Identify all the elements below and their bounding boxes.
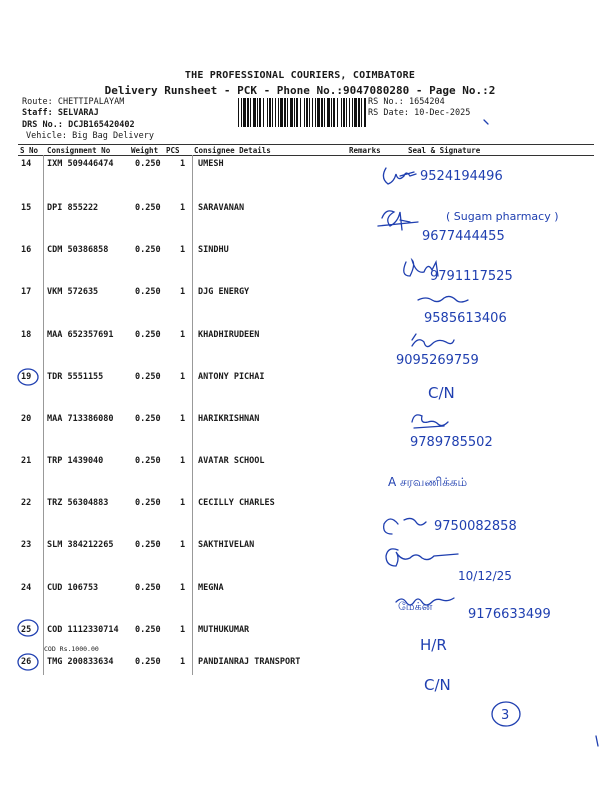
row-weight: 0.250 xyxy=(135,657,161,667)
barcode-bar xyxy=(238,98,239,127)
rs-date-label: RS Date: xyxy=(368,108,409,118)
row-consignee: CECILLY CHARLES xyxy=(198,498,275,508)
row-sno: 20 xyxy=(21,414,32,424)
staff-line xyxy=(22,108,99,119)
row-consignee: SAKTHIVELAN xyxy=(198,540,255,550)
row-weight: 0.250 xyxy=(135,159,161,169)
row-consignee: SARAVANAN xyxy=(198,203,245,213)
barcode-bar xyxy=(253,98,256,127)
row-consignee: PANDIANRAJ TRANSPORT xyxy=(198,657,301,667)
table-row xyxy=(0,203,600,217)
handwritten-phone: 9677444455 xyxy=(422,229,505,244)
row-sno: 18 xyxy=(21,330,32,340)
barcode-bar xyxy=(361,98,362,127)
row-consignment: IXM 509446474 xyxy=(47,159,114,169)
row-consignment: CDM 50386858 xyxy=(47,245,109,255)
handwritten-mark: H/R xyxy=(420,636,447,654)
row-pcs: 1 xyxy=(180,540,186,550)
handwritten-signature: மேக்ன xyxy=(398,600,433,613)
row-pcs: 1 xyxy=(180,625,186,635)
row-sno: 17 xyxy=(21,287,32,297)
barcode-bar xyxy=(284,98,286,127)
cod-amount-note: COD Rs.1000.00 xyxy=(44,645,99,653)
staff-value: SELVARAJ xyxy=(57,108,99,118)
barcode-bar xyxy=(337,98,338,127)
barcode-bar xyxy=(346,98,347,127)
barcode-bar xyxy=(287,98,288,127)
row-consignee: MEGNA xyxy=(198,583,224,593)
vehicle-label: Vehicle: xyxy=(26,131,67,141)
table-row xyxy=(0,330,600,344)
barcode-bar xyxy=(327,98,330,127)
row-sno: 19 xyxy=(21,372,32,382)
row-consignment: TMG 200833634 xyxy=(47,657,114,667)
barcode-bar xyxy=(321,98,323,127)
row-consignee: KHADHIRUDEEN xyxy=(198,330,260,340)
barcode xyxy=(238,98,366,127)
row-consignment: MAA 652357691 xyxy=(47,330,114,340)
row-consignment: TRP 1439040 xyxy=(47,456,104,466)
row-sno: 23 xyxy=(21,540,32,550)
barcode-bar xyxy=(343,98,345,127)
row-weight: 0.250 xyxy=(135,203,161,213)
handwritten-phone: 9750082858 xyxy=(434,519,517,534)
barcode-bar xyxy=(300,98,301,127)
barcode-bar xyxy=(294,98,295,127)
row-pcs: 1 xyxy=(180,203,186,213)
table-row xyxy=(0,287,600,301)
row-pcs: 1 xyxy=(180,372,186,382)
staff-label: Staff: xyxy=(22,108,53,118)
runsheet-subtitle: Delivery Runsheet - PCK - Phone No.:9047080280 - Page No.:2 xyxy=(104,84,496,97)
row-weight: 0.250 xyxy=(135,456,161,466)
barcode-bar xyxy=(278,98,279,127)
table-row xyxy=(0,414,600,428)
handwritten-phone: 9585613406 xyxy=(424,311,507,326)
table-top-rule xyxy=(18,144,594,145)
barcode-bar xyxy=(331,98,332,127)
row-sno: 25 xyxy=(21,625,32,635)
row-consignee: SINDHU xyxy=(198,245,229,255)
row-consignee: ANTONY PICHAI xyxy=(198,372,265,382)
row-pcs: 1 xyxy=(180,583,186,593)
row-weight: 0.250 xyxy=(135,540,161,550)
barcode-bar xyxy=(352,98,353,127)
barcode-bar xyxy=(349,98,350,127)
row-sno: 15 xyxy=(21,203,32,213)
row-consignment: SLM 384212265 xyxy=(47,540,114,550)
row-weight: 0.250 xyxy=(135,245,161,255)
table-row xyxy=(0,159,600,173)
barcode-bar xyxy=(267,98,268,127)
route-line xyxy=(22,97,124,108)
row-weight: 0.250 xyxy=(135,583,161,593)
barcode-bar xyxy=(341,98,342,127)
drs-line xyxy=(22,120,135,131)
col-sno: S No xyxy=(20,146,39,155)
row-pcs: 1 xyxy=(180,245,186,255)
row-pcs: 1 xyxy=(180,657,186,667)
barcode-bar xyxy=(306,98,308,127)
row-consignment: COD 1112330714 xyxy=(47,625,119,635)
table-row xyxy=(0,583,600,597)
barcode-bar xyxy=(257,98,258,127)
page-number-circle xyxy=(492,702,520,726)
table-row xyxy=(0,372,600,386)
barcode-bar xyxy=(241,98,242,127)
stray-mark xyxy=(596,736,598,746)
table-row xyxy=(0,245,600,259)
barcode-bar xyxy=(296,98,298,127)
row-weight: 0.250 xyxy=(135,498,161,508)
row-sno: 16 xyxy=(21,245,32,255)
handwritten-phone: 9176633499 xyxy=(468,607,551,622)
row-weight: 0.250 xyxy=(135,287,161,297)
barcode-bar xyxy=(250,98,251,127)
rs-no-value: 1654204 xyxy=(408,97,445,107)
row-consignee: HARIKRISHNAN xyxy=(198,414,260,424)
barcode-bar xyxy=(358,98,360,127)
table-row xyxy=(0,625,600,639)
col-consignee: Consignee Details xyxy=(194,146,271,155)
barcode-bar xyxy=(315,98,316,127)
row-consignee: DJG ENERGY xyxy=(198,287,250,297)
drs-label: DRS No.: xyxy=(22,120,63,130)
row-consignment: DPI 855222 xyxy=(47,203,99,213)
signature-scribble xyxy=(404,260,438,276)
signature-scribble xyxy=(384,518,426,534)
barcode-bar xyxy=(243,98,246,127)
barcode-bar xyxy=(275,98,276,127)
row-weight: 0.250 xyxy=(135,330,161,340)
row-pcs: 1 xyxy=(180,287,186,297)
row-consignment: TDR 5551155 xyxy=(47,372,104,382)
route-label: Route: xyxy=(22,97,53,107)
barcode-bar xyxy=(317,98,320,127)
col-remarks: Remarks xyxy=(349,146,381,155)
barcode-bar xyxy=(364,98,366,127)
row-pcs: 1 xyxy=(180,414,186,424)
row-sno: 21 xyxy=(21,456,32,466)
table-row xyxy=(0,657,600,671)
barcode-bar xyxy=(333,98,335,127)
row-pcs: 1 xyxy=(180,330,186,340)
barcode-bar xyxy=(290,98,293,127)
vehicle-value: Big Bag Delivery xyxy=(72,131,154,141)
stray-mark xyxy=(484,120,488,124)
row-weight: 0.250 xyxy=(135,625,161,635)
row-consignment: TRZ 56304883 xyxy=(47,498,109,508)
barcode-bar xyxy=(324,98,325,127)
row-pcs: 1 xyxy=(180,456,186,466)
row-pcs: 1 xyxy=(180,498,186,508)
handwritten-phone: 9789785502 xyxy=(410,435,493,450)
row-pcs: 1 xyxy=(180,159,186,169)
barcode-bar xyxy=(263,98,264,127)
row-consignee: AVATAR SCHOOL xyxy=(198,456,265,466)
table-header-rule xyxy=(18,155,594,156)
table-row xyxy=(0,456,600,470)
rs-date-line xyxy=(368,108,470,119)
col-consignment: Consignment No xyxy=(47,146,111,155)
row-consignee: MUTHUKUMAR xyxy=(198,625,250,635)
barcode-bar xyxy=(309,98,310,127)
handwritten-note: ( Sugam pharmacy ) xyxy=(446,210,559,223)
barcode-bar xyxy=(259,98,261,127)
table-row xyxy=(0,498,600,512)
barcode-bar xyxy=(269,98,271,127)
page-number-mark: 3 xyxy=(501,708,510,723)
col-pcs: PCS xyxy=(166,146,180,155)
handwritten-date: 10/12/25 xyxy=(458,569,512,583)
row-consignment: CUD 106753 xyxy=(47,583,99,593)
barcode-bar xyxy=(312,98,313,127)
barcode-bar xyxy=(304,98,305,127)
vehicle-line xyxy=(26,131,154,142)
row-weight: 0.250 xyxy=(135,414,161,424)
route-value: CHETTIPALAYAM xyxy=(57,97,125,107)
handwritten-mark: C/N xyxy=(424,676,451,694)
rs-no-line xyxy=(368,97,445,108)
row-sno: 22 xyxy=(21,498,32,508)
rs-date-value: 10-Dec-2025 xyxy=(414,108,471,118)
handwritten-phone: 9791117525 xyxy=(430,269,513,284)
col-seal-signature: Seal & Signature xyxy=(408,146,481,155)
row-sno: 24 xyxy=(21,583,32,593)
row-sno: 26 xyxy=(21,657,32,667)
row-sno: 14 xyxy=(21,159,32,169)
barcode-bar xyxy=(247,98,249,127)
barcode-bar xyxy=(354,98,357,127)
barcode-bar xyxy=(272,98,273,127)
company-title: THE PROFESSIONAL COURIERS, COIMBATORE xyxy=(184,70,416,81)
col-weight: Weight xyxy=(131,146,159,155)
row-consignment: MAA 713386080 xyxy=(47,414,114,424)
handwritten-phone: 9095269759 xyxy=(396,353,479,368)
signature-scribble xyxy=(396,598,454,605)
barcode-bar xyxy=(280,98,283,127)
handwritten-phone: 9524194496 xyxy=(420,169,503,184)
handwritten-signature: A சரவணிக்கம் xyxy=(388,475,468,489)
handwritten-mark: C/N xyxy=(428,384,455,402)
row-weight: 0.250 xyxy=(135,372,161,382)
table-row xyxy=(0,540,600,554)
row-consignment: VKM 572635 xyxy=(47,287,99,297)
drs-value: DCJB165420402 xyxy=(68,120,135,130)
rs-no-label: RS No.: xyxy=(368,97,404,107)
row-consignee: UMESH xyxy=(198,159,224,169)
